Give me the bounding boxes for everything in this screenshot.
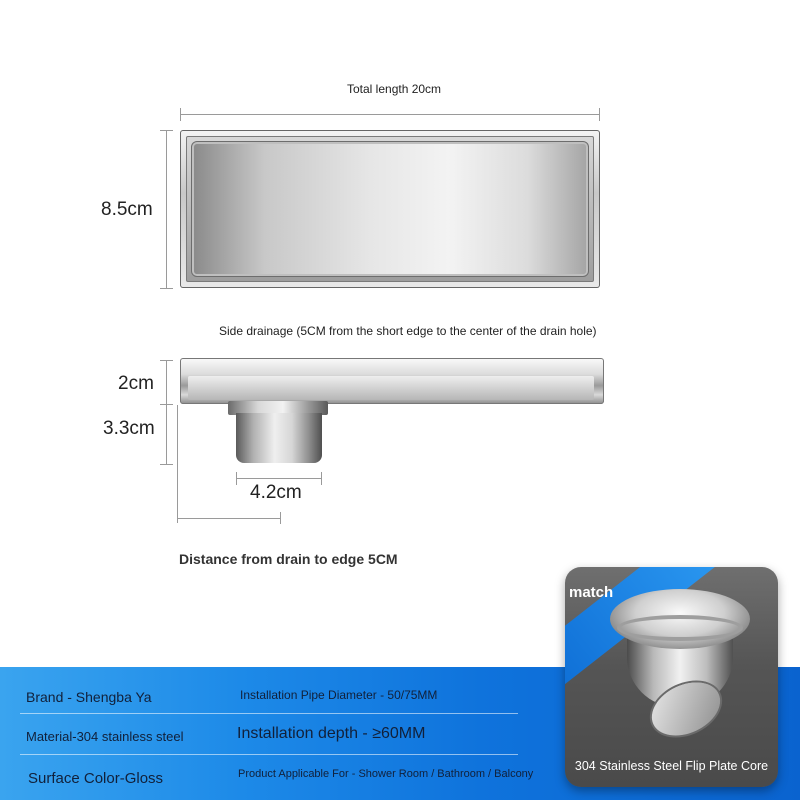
depth-top-label: 2cm (118, 373, 154, 394)
depth-dimension-tick-top (160, 360, 173, 361)
match-badge: match (569, 584, 614, 601)
pipe-width-tick-right (321, 472, 322, 485)
pipe-width-label: 4.2cm (250, 482, 302, 503)
height-dimension-tick-top (160, 130, 173, 131)
depth-dimension-tick-mid (160, 404, 173, 405)
length-dimension-tick-left (180, 108, 181, 121)
height-dimension-tick-bottom (160, 288, 173, 289)
drain-side-profile (180, 358, 604, 404)
match-card-caption: 304 Stainless Steel Flip Plate Core (574, 759, 769, 773)
flip-core-ring (617, 615, 743, 641)
pipe-width-dimension-line (236, 478, 322, 479)
height-dimension-line (166, 130, 167, 288)
side-drainage-note: Side drainage (5CM from the short edge to the center of the drain hole) (219, 324, 597, 338)
length-dimension-line (180, 114, 600, 115)
drain-side-inner (188, 376, 594, 400)
total-length-label: Total length 20cm (347, 82, 442, 96)
pipe-width-tick-left (236, 472, 237, 485)
edge-distance-tick-left (177, 405, 178, 523)
surface-spec: Surface Color-Gloss (28, 770, 164, 787)
length-dimension-tick-right (599, 108, 600, 121)
spec-separator-1 (20, 713, 518, 714)
applicable-spec: Product Applicable For - Shower Room / Bathroom / Balcony (238, 768, 534, 780)
distance-note: Distance from drain to edge 5CM (179, 551, 398, 567)
pipe-diameter-spec: Installation Pipe Diameter - 50/75MM (240, 688, 438, 702)
brand-spec: Brand - Shengba Ya (26, 689, 152, 705)
height-label: 8.5cm (101, 199, 153, 220)
edge-distance-line (177, 518, 281, 519)
spec-separator-2 (20, 754, 518, 755)
drain-pipe (236, 413, 322, 463)
install-depth-spec: Installation depth - ≥60MM (237, 725, 426, 742)
drain-top-view (180, 130, 600, 288)
drain-cover-plate (194, 144, 586, 274)
depth-pipe-label: 3.3cm (103, 418, 155, 439)
match-card (565, 567, 778, 787)
edge-distance-tick-right (280, 512, 281, 524)
material-spec: Material-304 stainless steel (26, 729, 184, 744)
depth-dimension-tick-bottom (160, 464, 173, 465)
depth-dimension-line (166, 360, 167, 464)
